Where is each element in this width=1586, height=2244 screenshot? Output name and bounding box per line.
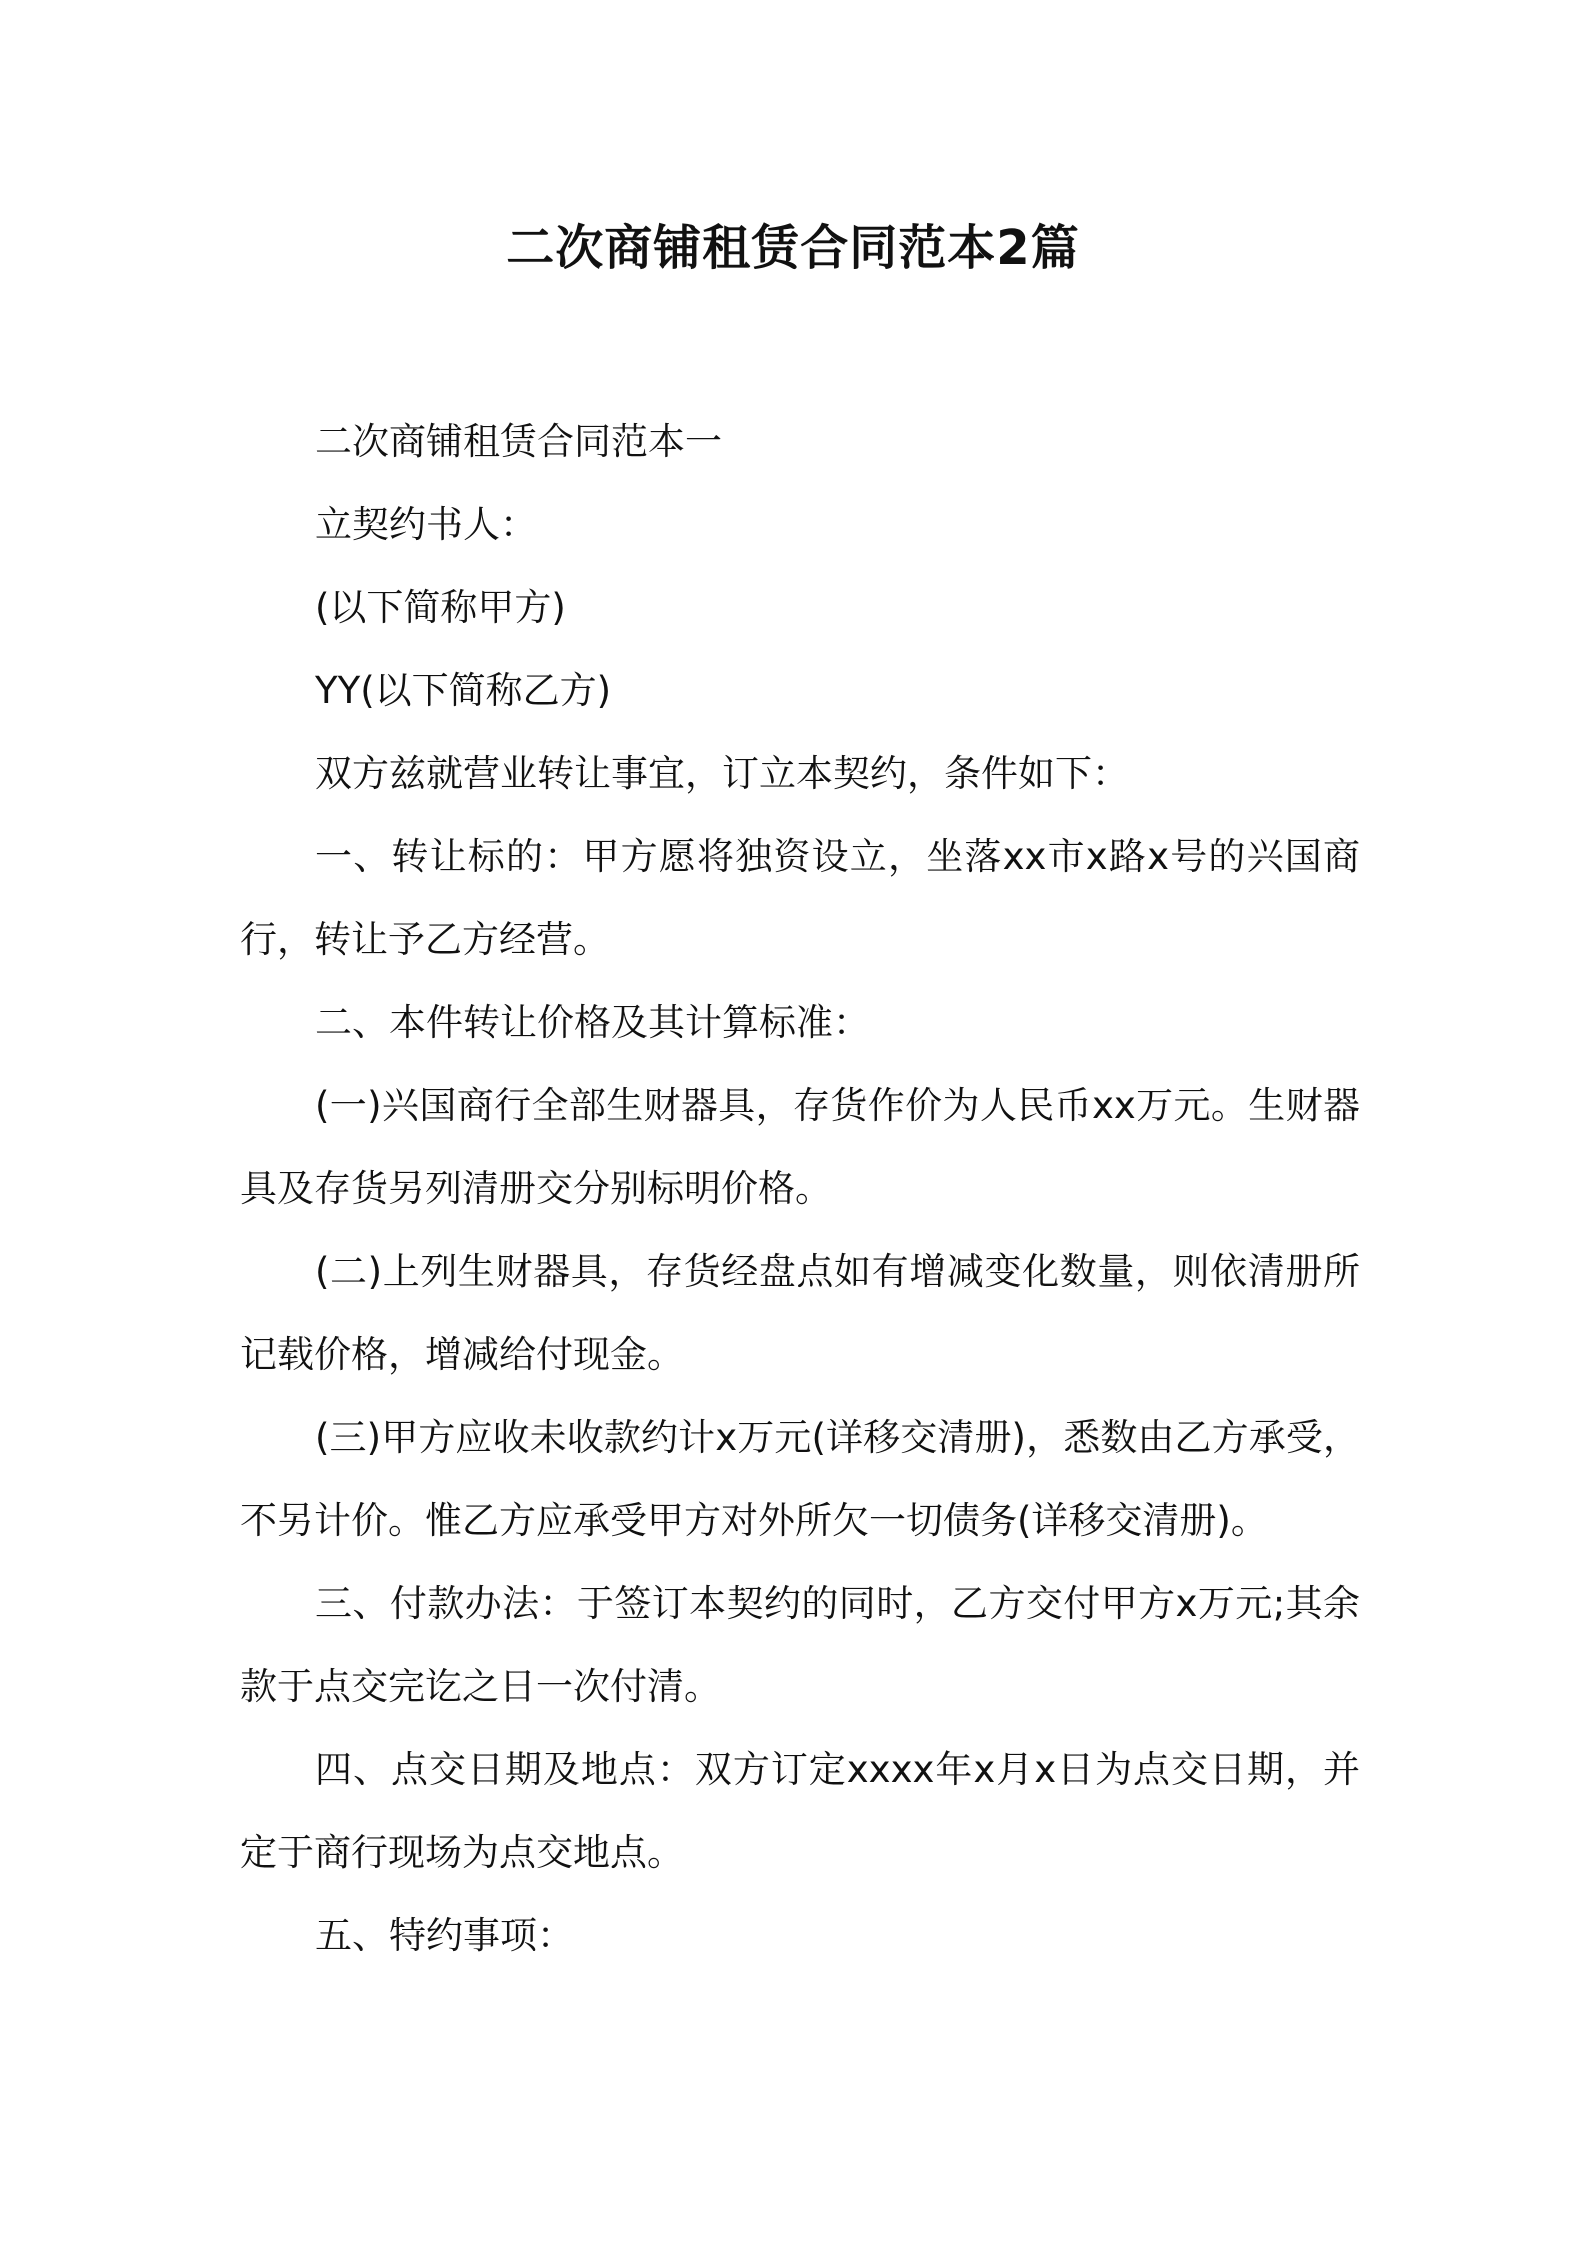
document-body xyxy=(240,400,1360,1977)
contract-intro: 双方兹就营业转让事宜，订立本契约，条件如下： xyxy=(315,752,1129,795)
party-a-line: (以下简称甲方) xyxy=(315,586,566,629)
clause-2-item-1: (一)兴国商行全部生财器具，存货作价为人民币xx万元。生财器具及存货另列清册交分别标明价格。 xyxy=(240,1084,1360,1210)
party-b-line: YY(以下简称乙方) xyxy=(315,669,612,712)
clause-1: 一、转让标的：甲方愿将独资设立，坐落xx市x路x号的兴国商行，转让予乙方经营。 xyxy=(240,835,1360,961)
clause-5-heading: 五、特约事项： xyxy=(315,1914,574,1957)
clause-4: 四、点交日期及地点：双方订定xxxx年x月x日为点交日期，并定于商行现场为点交地点。 xyxy=(240,1748,1360,1874)
clause-2-item-3: (三)甲方应收未收款约计x万元(详移交清册)，悉数由乙方承受，不另计价。惟乙方应承受甲方对外所欠一切债务(详移交清册)。 xyxy=(240,1416,1360,1542)
document-title: 二次商铺租赁合同范本2篇 xyxy=(506,220,1080,276)
clause-2-heading: 二、本件转让价格及其计算标准： xyxy=(315,1001,870,1044)
clause-2-item-2: (二)上列生财器具，存货经盘点如有增减变化数量，则依清册所记载价格，增减给付现金。 xyxy=(240,1250,1360,1376)
section-heading: 二次商铺租赁合同范本一 xyxy=(315,420,722,463)
contract-party-label: 立契约书人： xyxy=(315,503,537,546)
clause-3: 三、付款办法：于签订本契约的同时，乙方交付甲方x万元;其余款于点交完讫之日一次付清。 xyxy=(240,1582,1360,1708)
